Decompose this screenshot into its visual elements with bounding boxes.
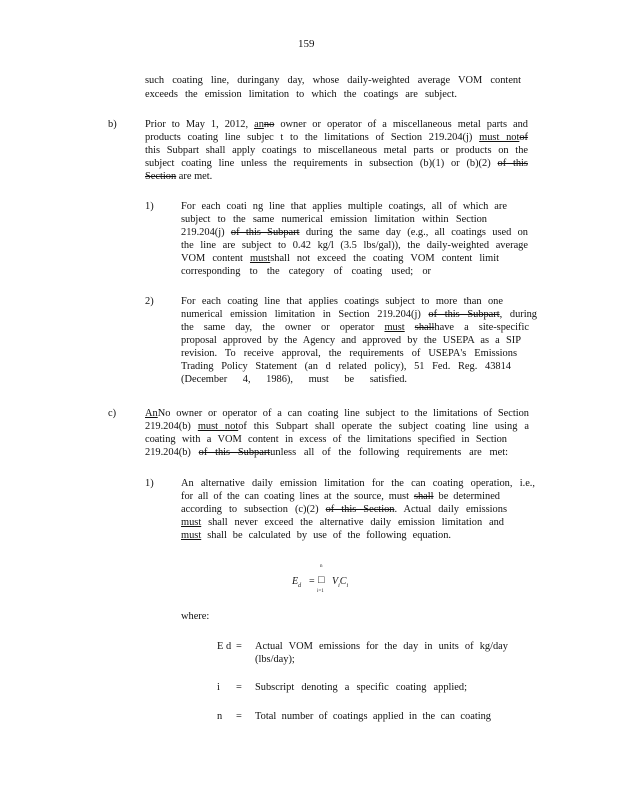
def-ed-symbol: E d	[217, 641, 232, 652]
item-b2-label: 2)	[145, 296, 154, 307]
item-c1-line-2: for all of the can coating lines at the source, must shall be determined	[181, 491, 500, 502]
section-b-label: b)	[108, 119, 117, 130]
def-n-text-1: Total number of coatings applied in the can coating	[255, 711, 491, 722]
eq-term: $V_iC_i$	[332, 576, 349, 589]
where-label: where:	[181, 611, 210, 622]
section-b-line-2: products coating line subjec t to the limitations of Section 219.204(j) must notof	[145, 132, 529, 143]
item-b2-line-7: (December 4, 1986), must be satisfied.	[181, 374, 407, 385]
item-b1-line-4: the line are subject to 0.42 kg/l (3.5 lbs/gal)), the daily-weighted average	[181, 240, 528, 251]
def-n-equals: =	[236, 711, 242, 722]
section-b-line-4: subject coating line unless the requirements in subsection (b)(1) or (b)(2) of this	[145, 158, 528, 169]
item-b1-line-3: 219.204(j) of this Subpart during the same day (e.g., all coatings used on	[181, 227, 528, 238]
def-i-equals: =	[236, 682, 242, 693]
item-b2-line-5: revision. To receive approval, the requirements of USEPA's Emissions	[181, 348, 517, 359]
item-b1-line-5: VOM content mustshall not exceed the coating VOM content limit	[181, 253, 499, 264]
eq-equals: =	[309, 576, 315, 587]
item-b2-line-1: For each coating line that applies coatings subject to more than one	[181, 296, 503, 307]
item-c1-line-4: must shall never exceed the alternative daily emission limitation and	[181, 517, 504, 528]
section-c-line-4: 219.204(b) of this Subpartunless all of the following requirements are met:	[145, 447, 508, 458]
def-ed-text-1: Actual VOM emissions for the day in units of kg/day	[255, 641, 508, 652]
page-number: 159	[298, 38, 315, 50]
def-ed-equals: =	[236, 641, 242, 652]
item-c1-label: 1)	[145, 478, 154, 489]
def-ed-text-2: (lbs/day);	[255, 654, 295, 665]
intro-line-1: such coating line, duringany day, whose daily-weighted average VOM content	[145, 75, 522, 86]
section-c-line-2: 219.204(b) must notof this Subpart shall operate the subject coating line using a	[145, 421, 529, 432]
section-b-line-1: Prior to May 1, 2012, anno owner or operator of a miscellaneous metal parts and	[145, 119, 528, 130]
intro-line-2: exceeds the emission limitation to which the coatings are subject.	[145, 89, 457, 100]
sum-icon: □	[318, 574, 325, 586]
item-c1-line-3: according to subsection (c)(2) of this Section. Actual daily emissions	[181, 504, 507, 515]
def-n-symbol: n	[217, 711, 223, 722]
eq-sum-bottom: i=1	[317, 589, 324, 594]
item-b2-line-3: the same day, the owner or operator must shallhave a site-specific	[181, 322, 529, 333]
emission-equation	[292, 564, 362, 600]
item-b1-label: 1)	[145, 201, 154, 212]
item-b1-line-2: subject to the same numerical emission limitation within Section	[181, 214, 487, 225]
def-i-symbol: i	[217, 682, 220, 693]
item-b1-line-6: corresponding to the category of coating used; or	[181, 266, 431, 277]
item-c1-line-5: must shall be calculated by use of the following equation.	[181, 530, 451, 541]
eq-lhs: $E_d$	[292, 576, 302, 589]
item-b2-line-2: numerical emission limitation in Section 219.204(j) of this Subpart, during	[181, 309, 537, 320]
section-c-line-3: coating with a VOM content in excess of the limitations specified in Section	[145, 434, 507, 445]
eq-sum-top: n	[320, 564, 323, 569]
item-b2-line-4: proposal approved by the Agency and approved by the USEPA as a SIP	[181, 335, 521, 346]
item-c1-line-1: An alternative daily emission limitation for the can coating operation, i.e.,	[181, 478, 535, 489]
section-b-line-3: this Subpart shall apply coatings to miscellaneous metal parts or products on the	[145, 145, 528, 156]
def-i-text-1: Subscript denoting a specific coating applied;	[255, 682, 467, 693]
item-b1-line-1: For each coati ng line that applies multiple coatings, all of which are	[181, 201, 507, 212]
section-b-line-5: Section are met.	[145, 171, 213, 182]
section-c-line-1: AnNo owner or operator of a can coating line subject to the limitations of Section	[145, 408, 529, 419]
section-c-label: c)	[108, 408, 117, 419]
item-b2-line-6: Trading Policy Statement (an d related policy), 51 Fed. Reg. 43814	[181, 361, 511, 372]
